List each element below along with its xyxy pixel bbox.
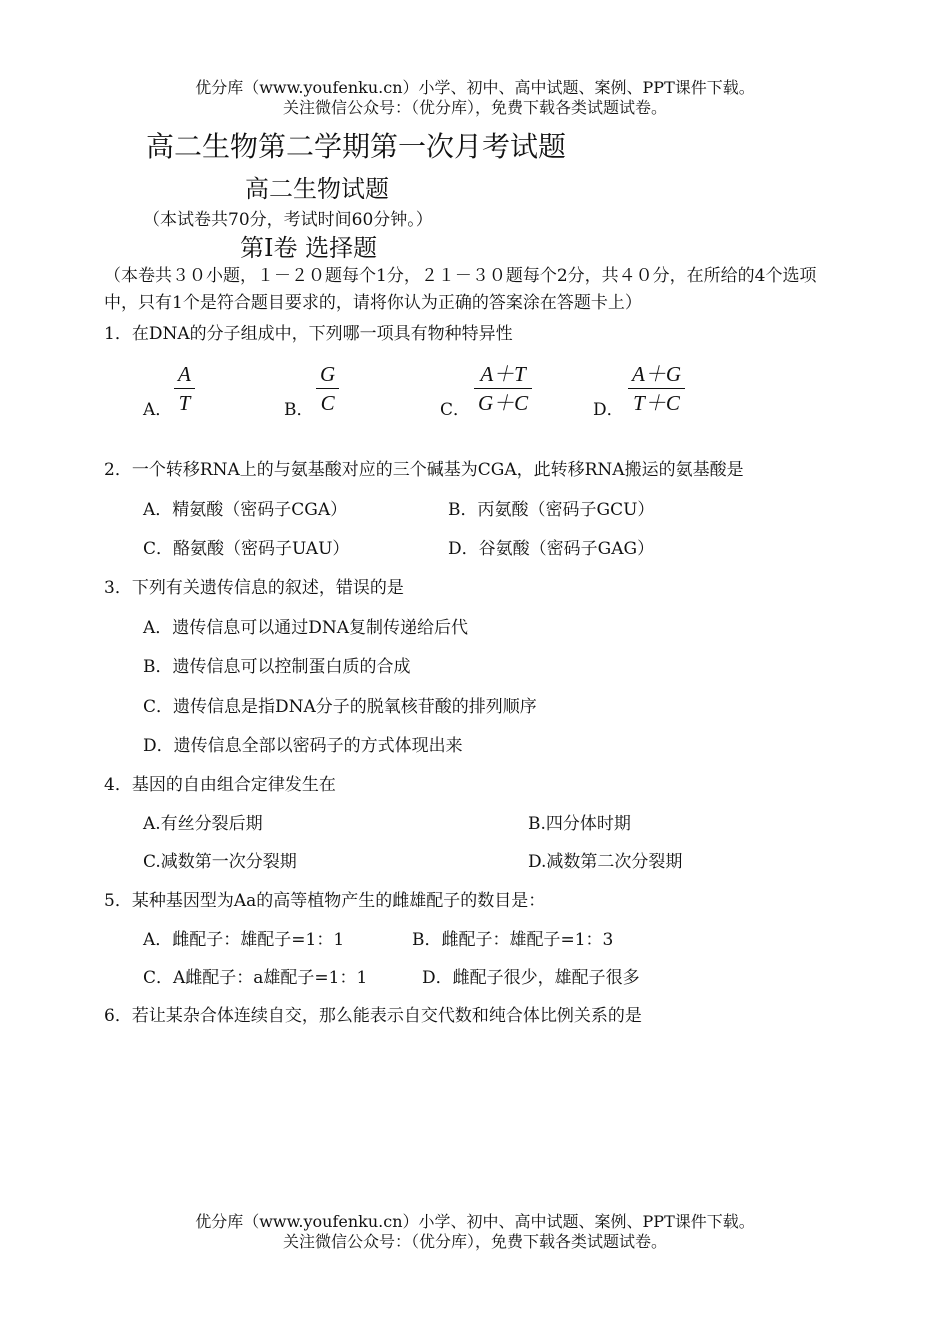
q1-option-a-fraction — [174, 360, 195, 417]
q1-option-c-label: C． — [440, 400, 471, 420]
q3-option-b: B．遗传信息可以控制蛋白质的合成 — [143, 657, 411, 677]
question-3-stem: 3．下列有关遗传信息的叙述，错误的是 — [104, 578, 404, 598]
q1-option-a-label: A． — [143, 400, 173, 420]
question-4-stem: 4．基因的自由组合定律发生在 — [104, 775, 336, 795]
question-1-stem: 1．在DNA的分子组成中，下列哪一项具有物种特异性 — [104, 324, 513, 344]
q2-option-a: A．精氨酸（密码子CGA） — [143, 500, 348, 520]
q2-option-b: B．丙氨酸（密码子GCU） — [448, 500, 655, 520]
q3-option-d: D．遗传信息全部以密码子的方式体现出来 — [143, 736, 463, 756]
q1-option-b-fraction — [316, 360, 339, 417]
q4-option-c: C.减数第一次分裂期 — [143, 852, 297, 872]
q1-option-c-numerator: A＋T — [474, 360, 532, 389]
q3-option-c: C．遗传信息是指DNA分子的脱氧核苷酸的排列顺序 — [143, 697, 537, 717]
question-5-stem: 5．某种基因型为Aa的高等植物产生的雌雄配子的数目是： — [104, 891, 546, 911]
exam-subtitle: 高二生物试题 — [245, 175, 389, 203]
q4-option-a: A.有丝分裂后期 — [143, 814, 263, 834]
footer-line-1: 优分库（www.youfenku.cn）小学、初中、高中试题、案例、PPT课件下载。 — [195, 1212, 755, 1231]
q1-option-d-label: D． — [593, 400, 624, 420]
q2-option-d: D．谷氨酸（密码子GAG） — [448, 539, 655, 559]
q1-option-c-fraction — [474, 360, 532, 417]
header-line-2: 关注微信公众号：（优分库），免费下载各类试题试卷。 — [282, 98, 667, 117]
q1-option-d-fraction — [628, 360, 685, 417]
q1-option-a-numerator: A — [174, 360, 195, 389]
q5-option-d: D．雌配子很少，雄配子很多 — [422, 968, 640, 988]
q1-option-b-denominator: C — [320, 391, 335, 415]
q1-option-d-numerator: A＋G — [628, 360, 685, 389]
question-6-stem: 6．若让某杂合体连续自交，那么能表示自交代数和纯合体比例关系的是 — [104, 1006, 642, 1026]
q1-option-b-label: B． — [284, 400, 314, 420]
q5-option-c: C．A雌配子：a雄配子=1：1 — [143, 968, 368, 988]
header-line-1: 优分库（www.youfenku.cn）小学、初中、高中试题、案例、PPT课件下载。 — [195, 78, 755, 97]
q2-option-c: C．酪氨酸（密码子UAU） — [143, 539, 350, 559]
q1-option-b-numerator: G — [316, 360, 339, 389]
footer-line-2: 关注微信公众号：（优分库），免费下载各类试题试卷。 — [282, 1232, 667, 1251]
section-instructions: （本卷共３０小题，１－２０题每个1分，２１－３０题每个2分，共４０分，在所给的4个选项中，只有1个是符合题目要求的，请将你认为正确的答案涂在答题卡上） — [104, 266, 817, 313]
q1-option-c-denominator: G＋C — [478, 391, 529, 415]
section-title: 第Ⅰ卷 选择题 — [240, 234, 378, 262]
q5-option-a: A．雌配子：雄配子=1：1 — [143, 930, 345, 950]
q5-option-b: B．雌配子：雄配子=1：3 — [412, 930, 614, 950]
q4-option-d: D.减数第二次分裂期 — [528, 852, 683, 872]
question-2-stem: 2．一个转移RNA上的与氨基酸对应的三个碱基为CGA，此转移RNA搬运的氨基酸是 — [104, 460, 744, 480]
q4-option-b: B.四分体时期 — [528, 814, 631, 834]
q3-option-a: A．遗传信息可以通过DNA复制传递给后代 — [143, 618, 469, 638]
q1-option-a-denominator: T — [178, 391, 191, 415]
q1-option-d-denominator: T＋C — [633, 391, 680, 415]
exam-info: （本试卷共70分，考试时间60分钟。） — [143, 210, 433, 230]
exam-title: 高二生物第二学期第一次月考试题 — [146, 130, 567, 163]
